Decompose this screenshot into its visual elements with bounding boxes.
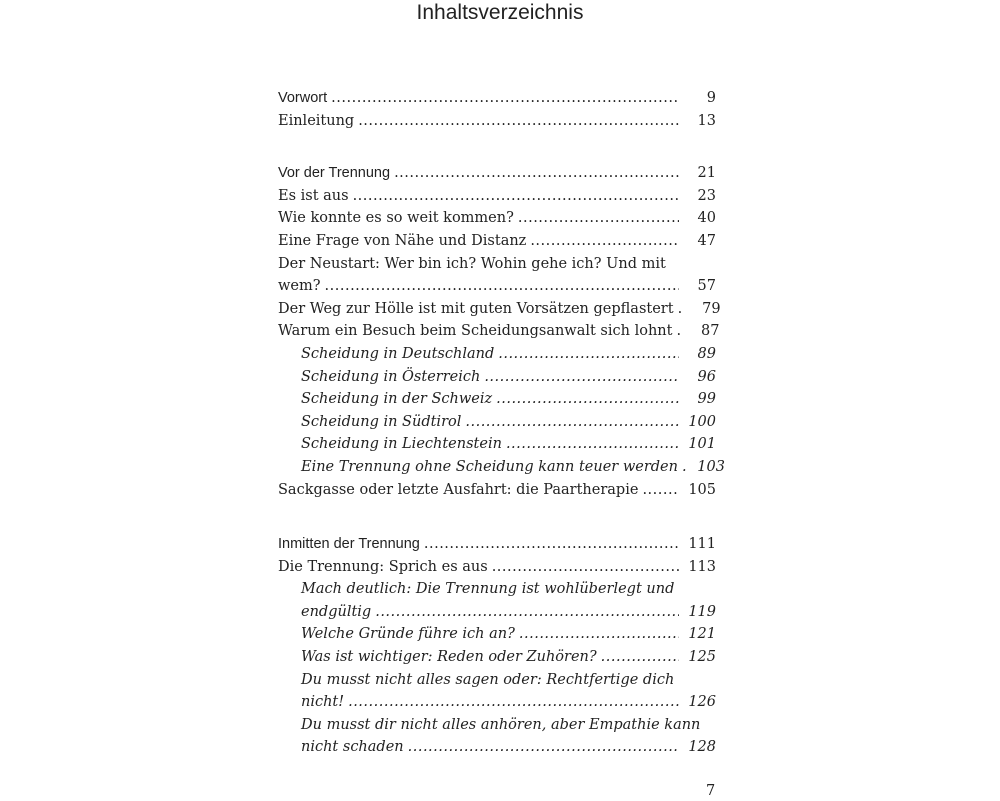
leader-dots: [518, 207, 679, 230]
toc-section-heading: [278, 162, 716, 185]
toc-entry-page: 99: [697, 391, 716, 408]
leader-dots: [424, 533, 679, 556]
toc-entry-title: Sackgasse oder letzte Ausfahrt: die Paartherapie: [278, 481, 639, 498]
leader-dots: [519, 623, 679, 646]
toc-entry: [278, 110, 716, 133]
leader-dots: [325, 275, 679, 298]
toc-entry-title: Eine Trennung ohne Scheidung kann teuer werden: [301, 458, 678, 475]
toc-entry-page: 96: [697, 368, 716, 385]
toc-entry-page: 100: [688, 413, 716, 430]
toc-entry-page: 111: [688, 536, 716, 553]
toc-entry-title-cont: wem?: [278, 278, 321, 295]
toc-subentry: [278, 623, 716, 646]
toc-entry-title: Die Trennung: Sprich es aus: [278, 558, 488, 575]
toc-entry-title: Scheidung in Liechtenstein: [301, 436, 502, 453]
toc-subentry: [278, 411, 716, 434]
toc-entry-title: Warum ein Besuch beim Scheidungsanwalt sich lohnt: [278, 323, 673, 340]
toc-entry-title: Inmitten der Trennung: [278, 536, 420, 553]
leader-dots: [465, 411, 679, 434]
toc-entry: [278, 230, 716, 253]
leader-dots: [678, 298, 684, 321]
leader-dots: [601, 646, 679, 669]
toc-entry-title: Was ist wichtiger: Reden oder Zuhören?: [301, 649, 597, 666]
toc-section-heading: [278, 533, 716, 556]
toc-entry-page: 9: [706, 90, 716, 106]
leader-dots: [331, 87, 679, 110]
toc-subentry: [278, 578, 716, 623]
toc-entry-page: 105: [688, 481, 716, 498]
toc-entry-page: 101: [688, 436, 716, 453]
leader-dots: [408, 736, 679, 759]
toc-entry-title: Der Weg zur Hölle ist mit guten Vorsätzen gepflastert: [278, 300, 674, 317]
page-title: Inhaltsverzeichnis: [416, 1, 584, 24]
toc-entry-page: 40: [697, 210, 716, 227]
leader-dots: [676, 320, 682, 343]
leader-dots: [394, 162, 679, 185]
toc-entry-page: 87: [701, 323, 720, 340]
leader-dots: [642, 479, 679, 502]
toc-entry: [278, 320, 720, 343]
page-number: 7: [706, 783, 716, 799]
toc-entry-page: 13: [697, 112, 716, 129]
toc-subentry: [278, 714, 716, 759]
toc-entry-title: Scheidung in der Schweiz: [301, 391, 493, 408]
leader-dots: [484, 366, 679, 389]
toc-entry-title: Der Neustart: Wer bin ich? Wohin gehe ich? Und mit: [278, 255, 666, 272]
toc-entry-page: 128: [688, 739, 716, 756]
toc-entry-title: Mach deutlich: Die Trennung ist wohlüberlegt und: [301, 581, 675, 598]
toc-entry-title-cont: nicht!: [301, 694, 345, 711]
toc-entry: [278, 556, 716, 579]
toc-entry: [278, 479, 716, 502]
leader-dots: [353, 185, 679, 208]
toc-entry-page: 119: [688, 603, 716, 620]
toc-entry-page: 126: [688, 694, 716, 711]
toc-entry-page: 125: [688, 649, 716, 666]
toc-entry-page: 121: [688, 626, 716, 643]
leader-dots: [506, 433, 679, 456]
toc-entry-page: 89: [697, 345, 716, 362]
toc-entry-page: 103: [697, 458, 725, 475]
toc-entry-title: Scheidung in Deutschland: [301, 345, 495, 362]
toc-entry-page: 57: [697, 278, 716, 295]
toc-entry-page: 113: [688, 558, 716, 575]
toc-entry-title: Du musst nicht alles sagen oder: Rechtfertige dich: [301, 671, 675, 688]
toc-entry-title: Welche Gründe führe ich an?: [301, 626, 515, 643]
toc-entry-title: Vor der Trennung: [278, 165, 391, 182]
toc-subentry: [278, 646, 716, 669]
toc-entry-page: 47: [697, 232, 716, 249]
leader-dots: [682, 456, 688, 479]
leader-dots: [348, 691, 679, 714]
toc-entry-page: 23: [697, 187, 716, 204]
toc-entry-page: 21: [697, 165, 716, 182]
toc-entry-title: Scheidung in Österreich: [301, 368, 481, 385]
toc-subentry: [278, 456, 725, 479]
toc-entry-title: Du musst dir nicht alles anhören, aber Empathie kann: [301, 716, 701, 733]
leader-dots: [492, 556, 679, 579]
toc-subentry: [278, 343, 716, 366]
table-of-contents: [278, 87, 725, 759]
toc-entry-title: Eine Frage von Nähe und Distanz: [278, 232, 527, 249]
toc-entry-title: Wie konnte es so weit kommen?: [278, 210, 514, 227]
toc-entry-title: Es ist aus: [278, 187, 349, 204]
toc-entry-title: Einleitung: [278, 112, 355, 129]
toc-entry-title: Scheidung in Südtirol: [301, 413, 462, 430]
toc-entry: [278, 207, 716, 230]
leader-dots: [496, 388, 679, 411]
leader-dots: [358, 110, 679, 133]
toc-subentry: [278, 669, 716, 714]
toc-entry-title-cont: endgültig: [301, 603, 372, 620]
toc-entry-title: Vorwort: [278, 90, 328, 106]
toc-subentry: [278, 388, 716, 411]
leader-dots: [375, 601, 679, 624]
leader-dots: [498, 343, 679, 366]
leader-dots: [530, 230, 679, 253]
toc-subentry: [278, 366, 716, 389]
toc-entry: [278, 298, 721, 321]
toc-entry: [278, 185, 716, 208]
toc-entry: [278, 253, 716, 298]
toc-entry-title-cont: nicht schaden: [301, 739, 404, 756]
toc-entry: [278, 87, 716, 110]
toc-subentry: [278, 433, 716, 456]
toc-entry-page: 79: [702, 300, 721, 317]
